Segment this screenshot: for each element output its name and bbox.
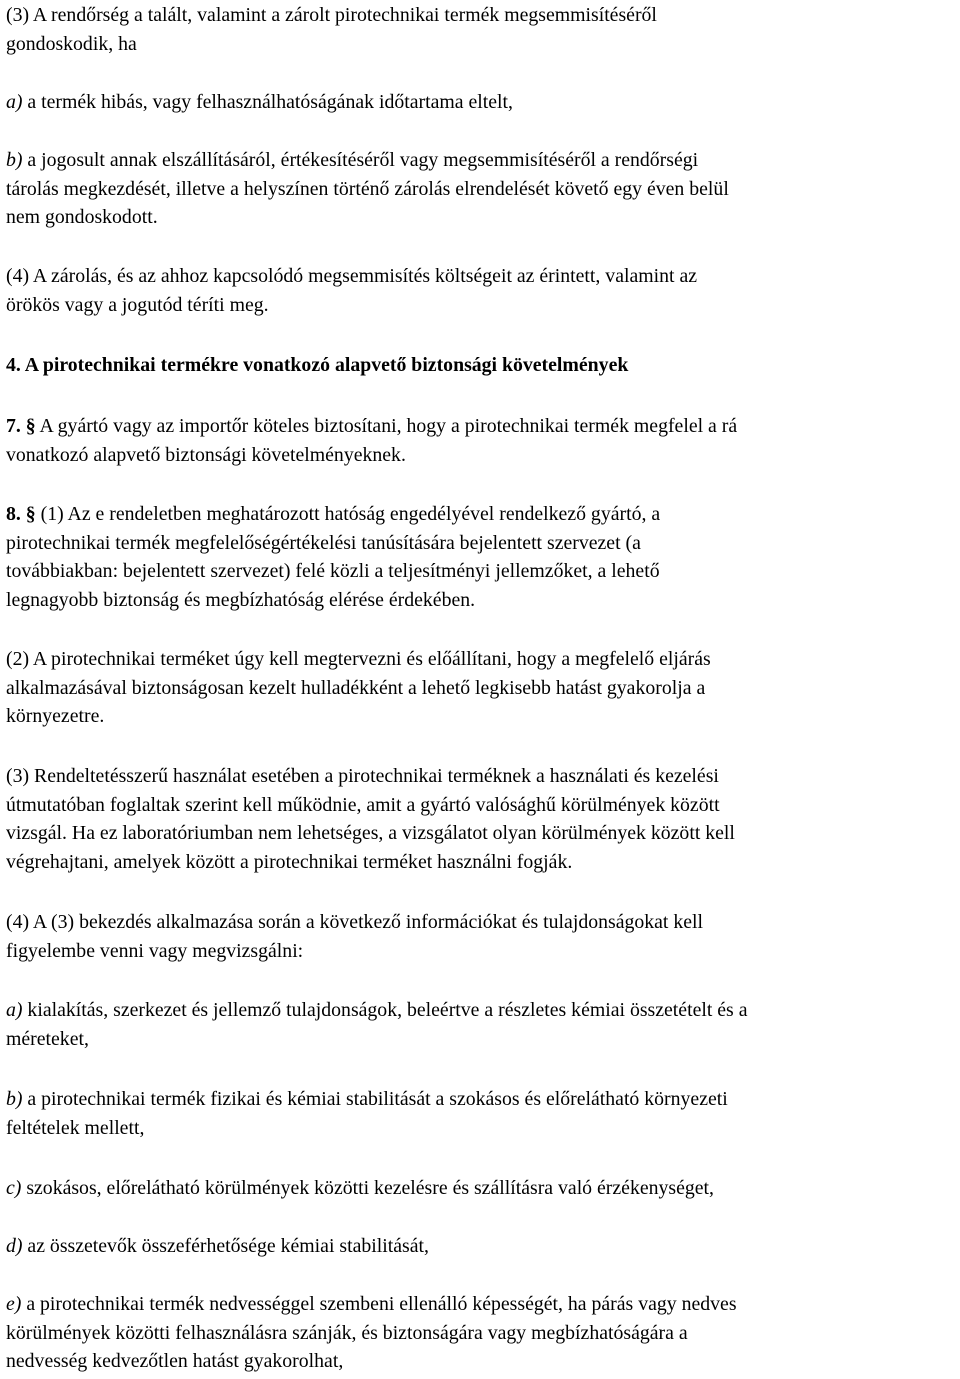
text-run: kialakítás, szerkezet és jellemző tulajdonságok, beleértve a részletes kémiai összetételt és a [22, 999, 748, 1021]
paragraph-4 [6, 262, 960, 319]
text-run: § [25, 503, 36, 525]
text-line [6, 674, 960, 703]
text-run: körülmények közötti felhasználásra szánják, és biztonságára vagy megbízhatóságára a [6, 1321, 688, 1344]
item-marker: d) [6, 1235, 23, 1257]
text-line [6, 557, 960, 586]
text-run: nem gondoskodott. [6, 206, 158, 228]
text-line [6, 262, 960, 291]
text-line [6, 1114, 960, 1143]
item-4a [6, 996, 960, 1053]
text-line [6, 203, 960, 232]
paragraph-3 [6, 1, 960, 58]
item-3b [6, 146, 960, 232]
text-run: pirotechnikai termék megfelelőségértékelési tanúsítására bejelentett szervezet (a [6, 531, 641, 554]
text-run: méreteket, [6, 1027, 89, 1050]
text-line [6, 291, 960, 320]
text-run: (2) A pirotechnikai terméket úgy kell megtervezni és előállítani, hogy a megfelelő eljárás [6, 648, 711, 670]
text-run: alkalmazásával biztonságosan kezelt hulladékként a lehető legkisebb hatást gyakorolja a [6, 676, 706, 699]
text-run: a pirotechnikai termék nedvességgel szembeni ellenálló képességét, ha párás vagy nedves [21, 1293, 737, 1315]
section-8-paragraph-4 [6, 908, 960, 965]
text-run: a termék hibás, vagy felhasználhatóságának időtartama eltelt, [22, 91, 513, 113]
item-marker: b) [6, 149, 23, 171]
item-3a [6, 88, 960, 117]
text-run: a jogosult annak elszállításáról, értékesítéséről vagy megsemmisítéséről a rendőrségi [22, 149, 699, 171]
text-run: 8. [6, 503, 26, 525]
item-4b [6, 1085, 960, 1142]
text-run: tárolás megkezdését, illetve a helyszínen történő zárolás elrendelését követő egy éven belül [6, 177, 729, 200]
text-run: (4) A zárolás, és az ahhoz kapcsolódó megsemmisítés költségeit az érintett, valamint az [6, 265, 698, 287]
text-line [6, 762, 960, 791]
text-line [6, 1, 960, 30]
text-run: útmutatóban foglaltak szerint kell működnie, amit a gyártó valósághű körülmények között [6, 793, 720, 816]
text-line [6, 791, 960, 820]
text-run: a pirotechnikai termék fizikai és kémiai stabilitását a szokásos és előrelátható környezeti [22, 1088, 728, 1110]
text-line [6, 146, 960, 175]
text-run: feltételek mellett, [6, 1116, 145, 1139]
item-4c [6, 1174, 960, 1203]
text-line [6, 412, 960, 441]
section-8-paragraph-1 [6, 500, 960, 614]
text-run: vizsgál. Ha ez laboratóriumban nem lehetséges, a vizsgálatot olyan körülmények között kell [6, 822, 735, 844]
text-line [6, 937, 960, 966]
text-run: legnagyobb biztonság és megbízhatóság elérése érdekében. [6, 588, 476, 611]
section-8-paragraph-2 [6, 645, 960, 731]
text-run: (3) Rendeltetésszerű használat esetében a pirotechnikai terméknek a használati és kezelési [6, 765, 719, 787]
item-marker: e) [6, 1293, 22, 1315]
text-line [6, 819, 960, 848]
text-run: (1) Az e rendeletben meghatározott hatóság engedélyével rendelkező gyártó, a [35, 503, 661, 525]
item-4d [6, 1232, 960, 1261]
text-run: örökös vagy a jogutód téríti meg. [6, 293, 269, 316]
text-run: vonatkozó alapvető biztonsági követelményeknek. [6, 443, 406, 466]
text-line [6, 500, 960, 529]
section-heading-4 [6, 351, 960, 380]
text-run: 7. [6, 415, 26, 437]
text-run: 4. A pirotechnikai termékre vonatkozó alapvető biztonsági követelmények [6, 354, 629, 376]
text-run: A gyártó vagy az importőr köteles biztosítani, hogy a pirotechnikai termék megfelel a rá [35, 415, 738, 437]
text-run: végrehajtani, amelyek között a pirotechnikai terméket használni fogják. [6, 850, 573, 873]
text-line [6, 441, 960, 470]
item-marker: a) [6, 999, 23, 1021]
item-4e [6, 1290, 960, 1376]
text-line [6, 702, 960, 731]
item-marker: b) [6, 1088, 23, 1110]
item-marker: a) [6, 91, 23, 113]
text-run: (4) A (3) bekezdés alkalmazása során a következő információkat és tulajdonságokat kell [6, 911, 704, 933]
text-line [6, 1319, 960, 1348]
text-run: továbbiakban: bejelentett szervezet) felé közli a teljesítményi jellemzőket, a lehető [6, 560, 660, 582]
text-line [6, 908, 960, 937]
text-line [6, 88, 960, 117]
text-line [6, 30, 960, 59]
text-run: az összetevők összeférhetősége kémiai stabilitását, [22, 1235, 429, 1257]
section-8-paragraph-3 [6, 762, 960, 876]
text-line [6, 996, 960, 1025]
text-line [6, 1085, 960, 1114]
text-line [6, 1290, 960, 1319]
text-line [6, 1232, 960, 1261]
text-line [6, 1174, 960, 1203]
text-run: figyelembe venni vagy megvizsgálni: [6, 939, 304, 962]
text-run: nedvesség kedvezőtlen hatást gyakorolhat, [6, 1350, 344, 1372]
text-line [6, 645, 960, 674]
text-line [6, 529, 960, 558]
text-run: § [25, 415, 36, 437]
item-marker: c) [6, 1177, 22, 1199]
text-line [6, 175, 960, 204]
text-run: gondoskodik, ha [6, 32, 137, 55]
text-line [6, 1347, 960, 1376]
text-run: (3) A rendőrség a talált, valamint a zárolt pirotechnikai termék megsemmisítéséről [6, 4, 657, 26]
text-line [6, 848, 960, 877]
text-line [6, 586, 960, 615]
section-7 [6, 412, 960, 469]
text-run: környezetre. [6, 705, 105, 727]
text-line [6, 351, 960, 380]
text-run: szokásos, előrelátható körülmények közötti kezelésre és szállításra való érzékenységet, [21, 1177, 714, 1199]
text-line [6, 1025, 960, 1054]
